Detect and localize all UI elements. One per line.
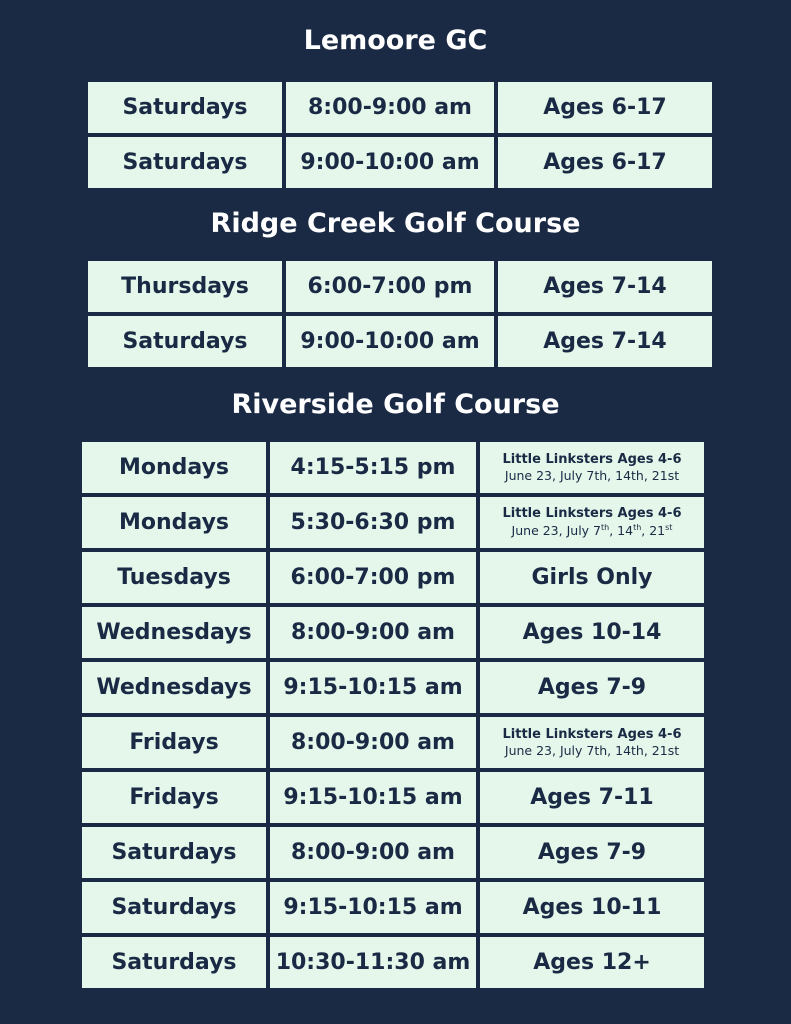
- schedule-table-riverside: [78, 438, 708, 992]
- day-cell: Fridays: [82, 717, 266, 768]
- time-cell: 5:30-6:30 pm: [270, 497, 476, 548]
- table-row: [82, 442, 704, 493]
- group-cell: [480, 497, 704, 548]
- day-cell: Saturdays: [88, 137, 282, 188]
- table-row: [82, 497, 704, 548]
- note-title: Little Linksters Ages 4-6: [502, 451, 682, 467]
- time-cell: 10:30-11:30 am: [270, 937, 476, 988]
- section-title-ridge-creek: Ridge Creek Golf Course: [210, 208, 581, 239]
- day-cell: Wednesdays: [82, 607, 266, 658]
- time-cell: 9:00-10:00 am: [286, 137, 494, 188]
- group-cell: [480, 717, 704, 768]
- time-cell: 8:00-9:00 am: [270, 827, 476, 878]
- day-cell: Saturdays: [82, 937, 266, 988]
- day-cell: Thursdays: [88, 261, 282, 312]
- group-cell: Ages 7-11: [480, 772, 704, 823]
- time-cell: 8:00-9:00 am: [270, 607, 476, 658]
- section-title-lemoore: Lemoore GC: [303, 25, 488, 56]
- time-cell: 8:00-9:00 am: [270, 717, 476, 768]
- group-cell: Ages 6-17: [498, 137, 712, 188]
- group-cell: Girls Only: [480, 552, 704, 603]
- time-cell: 9:15-10:15 am: [270, 662, 476, 713]
- table-row: [82, 607, 704, 658]
- group-cell: Ages 10-11: [480, 882, 704, 933]
- table-row: [88, 261, 712, 312]
- day-cell: Fridays: [82, 772, 266, 823]
- group-cell: [480, 442, 704, 493]
- table-row: [82, 937, 704, 988]
- time-cell: 6:00-7:00 pm: [270, 552, 476, 603]
- day-cell: Saturdays: [88, 316, 282, 367]
- note-title: Little Linksters Ages 4-6: [502, 506, 682, 522]
- day-cell: Tuesdays: [82, 552, 266, 603]
- note-dates: June 23, July 7th, 14th, 21st: [511, 522, 673, 538]
- group-cell: Ages 7-14: [498, 261, 712, 312]
- schedule-table-ridge-creek: [84, 257, 716, 371]
- time-cell: 9:15-10:15 am: [270, 882, 476, 933]
- section-title-riverside: Riverside Golf Course: [231, 389, 560, 420]
- time-cell: 6:00-7:00 pm: [286, 261, 494, 312]
- table-row: [82, 882, 704, 933]
- group-cell: Ages 7-9: [480, 827, 704, 878]
- day-cell: Mondays: [82, 442, 266, 493]
- time-cell: 8:00-9:00 am: [286, 82, 494, 133]
- table-row: [82, 552, 704, 603]
- group-cell: Ages 10-14: [480, 607, 704, 658]
- group-cell: Ages 6-17: [498, 82, 712, 133]
- schedule-table-lemoore: [84, 78, 716, 192]
- note-dates: June 23, July 7th, 14th, 21st: [504, 742, 680, 758]
- day-cell: Mondays: [82, 497, 266, 548]
- table-row: [88, 137, 712, 188]
- table-row: [88, 316, 712, 367]
- group-cell: Ages 7-9: [480, 662, 704, 713]
- table-row: [82, 662, 704, 713]
- table-row: [82, 827, 704, 878]
- day-cell: Wednesdays: [82, 662, 266, 713]
- group-cell: Ages 7-14: [498, 316, 712, 367]
- group-cell: Ages 12+: [480, 937, 704, 988]
- table-row: [82, 772, 704, 823]
- note-title: Little Linksters Ages 4-6: [502, 726, 682, 742]
- note-dates: June 23, July 7th, 14th, 21st: [504, 467, 680, 483]
- day-cell: Saturdays: [82, 827, 266, 878]
- day-cell: Saturdays: [82, 882, 266, 933]
- day-cell: Saturdays: [88, 82, 282, 133]
- time-cell: 9:15-10:15 am: [270, 772, 476, 823]
- table-row: [82, 717, 704, 768]
- time-cell: 9:00-10:00 am: [286, 316, 494, 367]
- table-row: [88, 82, 712, 133]
- time-cell: 4:15-5:15 pm: [270, 442, 476, 493]
